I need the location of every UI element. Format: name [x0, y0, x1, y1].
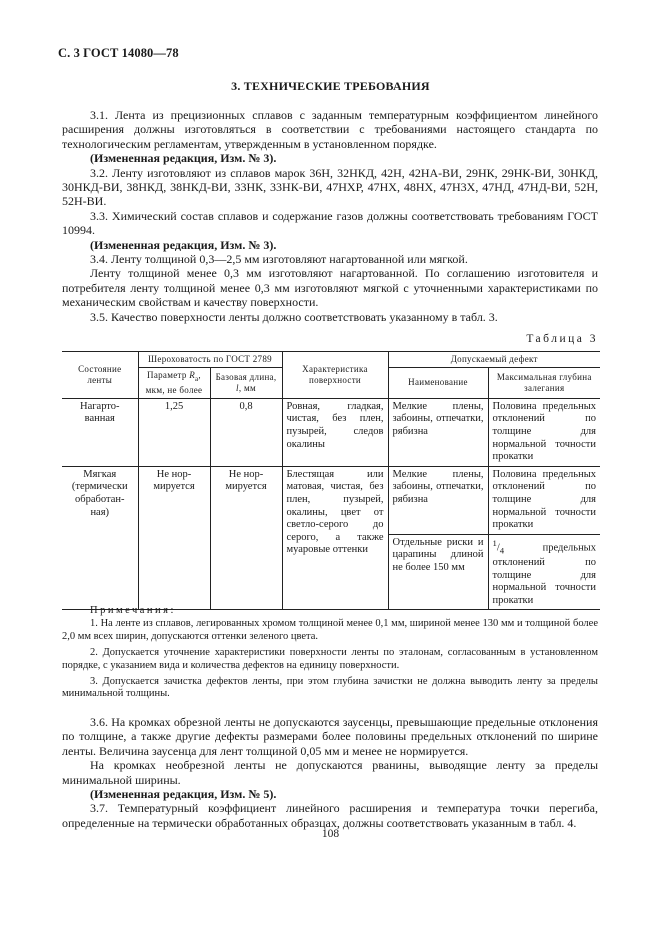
cell-surface: Ровная, гладкая, чистая, без плен, пузырей, следов окалины — [282, 398, 388, 466]
cell-defect-name-2: Отдельные риски и царапины длиной не более 150 мм — [388, 534, 488, 610]
paragraph-3-7: 3.7. Температурный коэффициент линейного расширения и температура точки перегиба, определенные на термически обработанных образцах, должны соответствовать указанным в табл. 4. — [62, 801, 598, 830]
body-text-top — [62, 108, 598, 324]
paragraph-3-1: 3.1. Лента из прецизионных сплавов с заданным температурным коэффициентом линейного расширения должны изготовляться в соответствии с требованиями настоящего стандарта по технологическим регламентам, утвержденным в установленном порядке. — [62, 108, 598, 151]
note-item: 1. На ленте из сплавов, легированных хромом толщиной менее 0,1 мм, шириной менее 130 мм и толщиной более 2,0 мм всех ширин, допускаются оттенки зеленого цвета. — [62, 618, 598, 642]
amendment-note: (Измененная редакция, Изм. № 5). — [90, 787, 277, 802]
table-row — [62, 466, 600, 534]
note-item: 2. Допускается уточнение характеристики поверхности ленты по эталонам, согласованным в установленном порядке, с указанием вида и количества дефектов на единицу поверхности. — [62, 647, 598, 671]
amendment-note: (Измененная редакция, Изм. № 3). — [90, 237, 277, 252]
header-state: Состояние ленты — [62, 352, 138, 399]
cell-param: 1,25 — [138, 398, 210, 466]
header-roughness: Шероховатость по ГОСТ 2789 — [138, 352, 282, 368]
cell-param: Не нор- мируется — [138, 466, 210, 610]
cell-defect-name: Мелкие плены, забоины, отпечатки, рябизна — [388, 398, 488, 466]
cell-defect-depth: Половина предельных отклонений по толщине для нормальной точности прокатки — [488, 466, 600, 534]
paragraph-3-5: 3.5. Качество поверхности ленты должно соответствовать указанному в табл. 3. — [90, 309, 498, 324]
cell-defect-depth-2: $^1/_4$ предельных отклонений по толщине для нормальной точности прокатки — [488, 534, 600, 610]
cell-base-length: 0,8 — [210, 398, 282, 466]
note-item: 3. Допускается зачистка дефектов ленты, при этом глубина зачистки не должна выводить ленту за пределы минимальной толщины. — [62, 676, 598, 700]
cell-state: Нагарто- ванная — [62, 398, 138, 466]
header-defect-name: Наименование — [388, 368, 488, 399]
table-caption: Таблица 3 — [526, 333, 598, 345]
page-number: 108 — [321, 828, 340, 840]
paragraph-3-4: 3.4. Ленту толщиной 0,3—2,5 мм изготовляют нагартованной или мягкой. — [90, 252, 468, 267]
page-header: С. 3 ГОСТ 14080—78 — [58, 46, 179, 60]
notes-block — [62, 605, 598, 701]
table-3 — [62, 351, 600, 610]
paragraph-3-4-cont: Ленту толщиной менее 0,3 мм изготовляют нагартованной. По соглашению изготовителя и потребителя ленту толщиной менее 0,3 мм изготовляют мягкой с уточненными характеристиками по механическим свойствам и качеству поверхности. — [62, 266, 598, 310]
notes-heading: Примечания: — [90, 605, 176, 616]
paragraph-3-2: 3.2. Ленту изготовляют из сплавов марок 36Н, 32НКД, 42Н, 42НА-ВИ, 29НК, 29НК-ВИ, 30НКД, 30НКД-ВИ, 38НКД, 38НКД-ВИ, 33НК, 33НК-ВИ, 47НХР, 47НХ, 48НХ, 47Н3Х, 47НД, 47НД-ВИ, 52Н, 52Н-ВИ. — [62, 165, 598, 209]
paragraph-3-3: 3.3. Химический состав сплавов и содержание газов должны соответствовать требованиям ГОСТ 10994. — [62, 208, 598, 238]
body-text-bottom — [62, 715, 598, 830]
cell-state: Мягкая (термически обработан- ная) — [62, 466, 138, 610]
table-row — [62, 398, 600, 466]
paragraph-3-6-cont: На кромках необрезной ленты не допускаются рванины, выводящие ленту за пределы минимальной ширины. — [62, 758, 598, 787]
amendment-note: (Измененная редакция, Изм. № 3). — [90, 151, 277, 166]
cell-base-length: Не нор- мируется — [210, 466, 282, 610]
header-defect: Допускаемый дефект — [388, 352, 600, 368]
cell-surface: Блестящая или матовая, чистая, без плен, пузырей, окалины, цвет от светло-серого до серого, а также муаровые оттенки — [282, 466, 388, 610]
header-base-length: Базовая длина, l, мм — [210, 368, 282, 399]
header-surface: Характеристика поверхности — [282, 352, 388, 399]
header-param: Параметр $R_a$, мкм, не более — [138, 368, 210, 399]
section-title: 3. ТЕХНИЧЕСКИЕ ТРЕБОВАНИЯ — [231, 79, 430, 93]
paragraph-3-6: 3.6. На кромках обрезной ленты не допускаются заусенцы, превышающие предельные отклонения по толщине, а также другие дефекты размерами более половины предельных отклонений по ширине ленты. Величина заусенца для лент толщиной 0,05 мм и менее не нормируется. — [62, 715, 598, 758]
header-defect-depth: Максимальная глубина залегания — [488, 368, 600, 399]
cell-defect-name: Мелкие плены, забоины, отпечатки, рябизна — [388, 466, 488, 534]
cell-defect-depth: Половина предельных отклонений по толщине для нормальной точности прокатки — [488, 398, 600, 466]
